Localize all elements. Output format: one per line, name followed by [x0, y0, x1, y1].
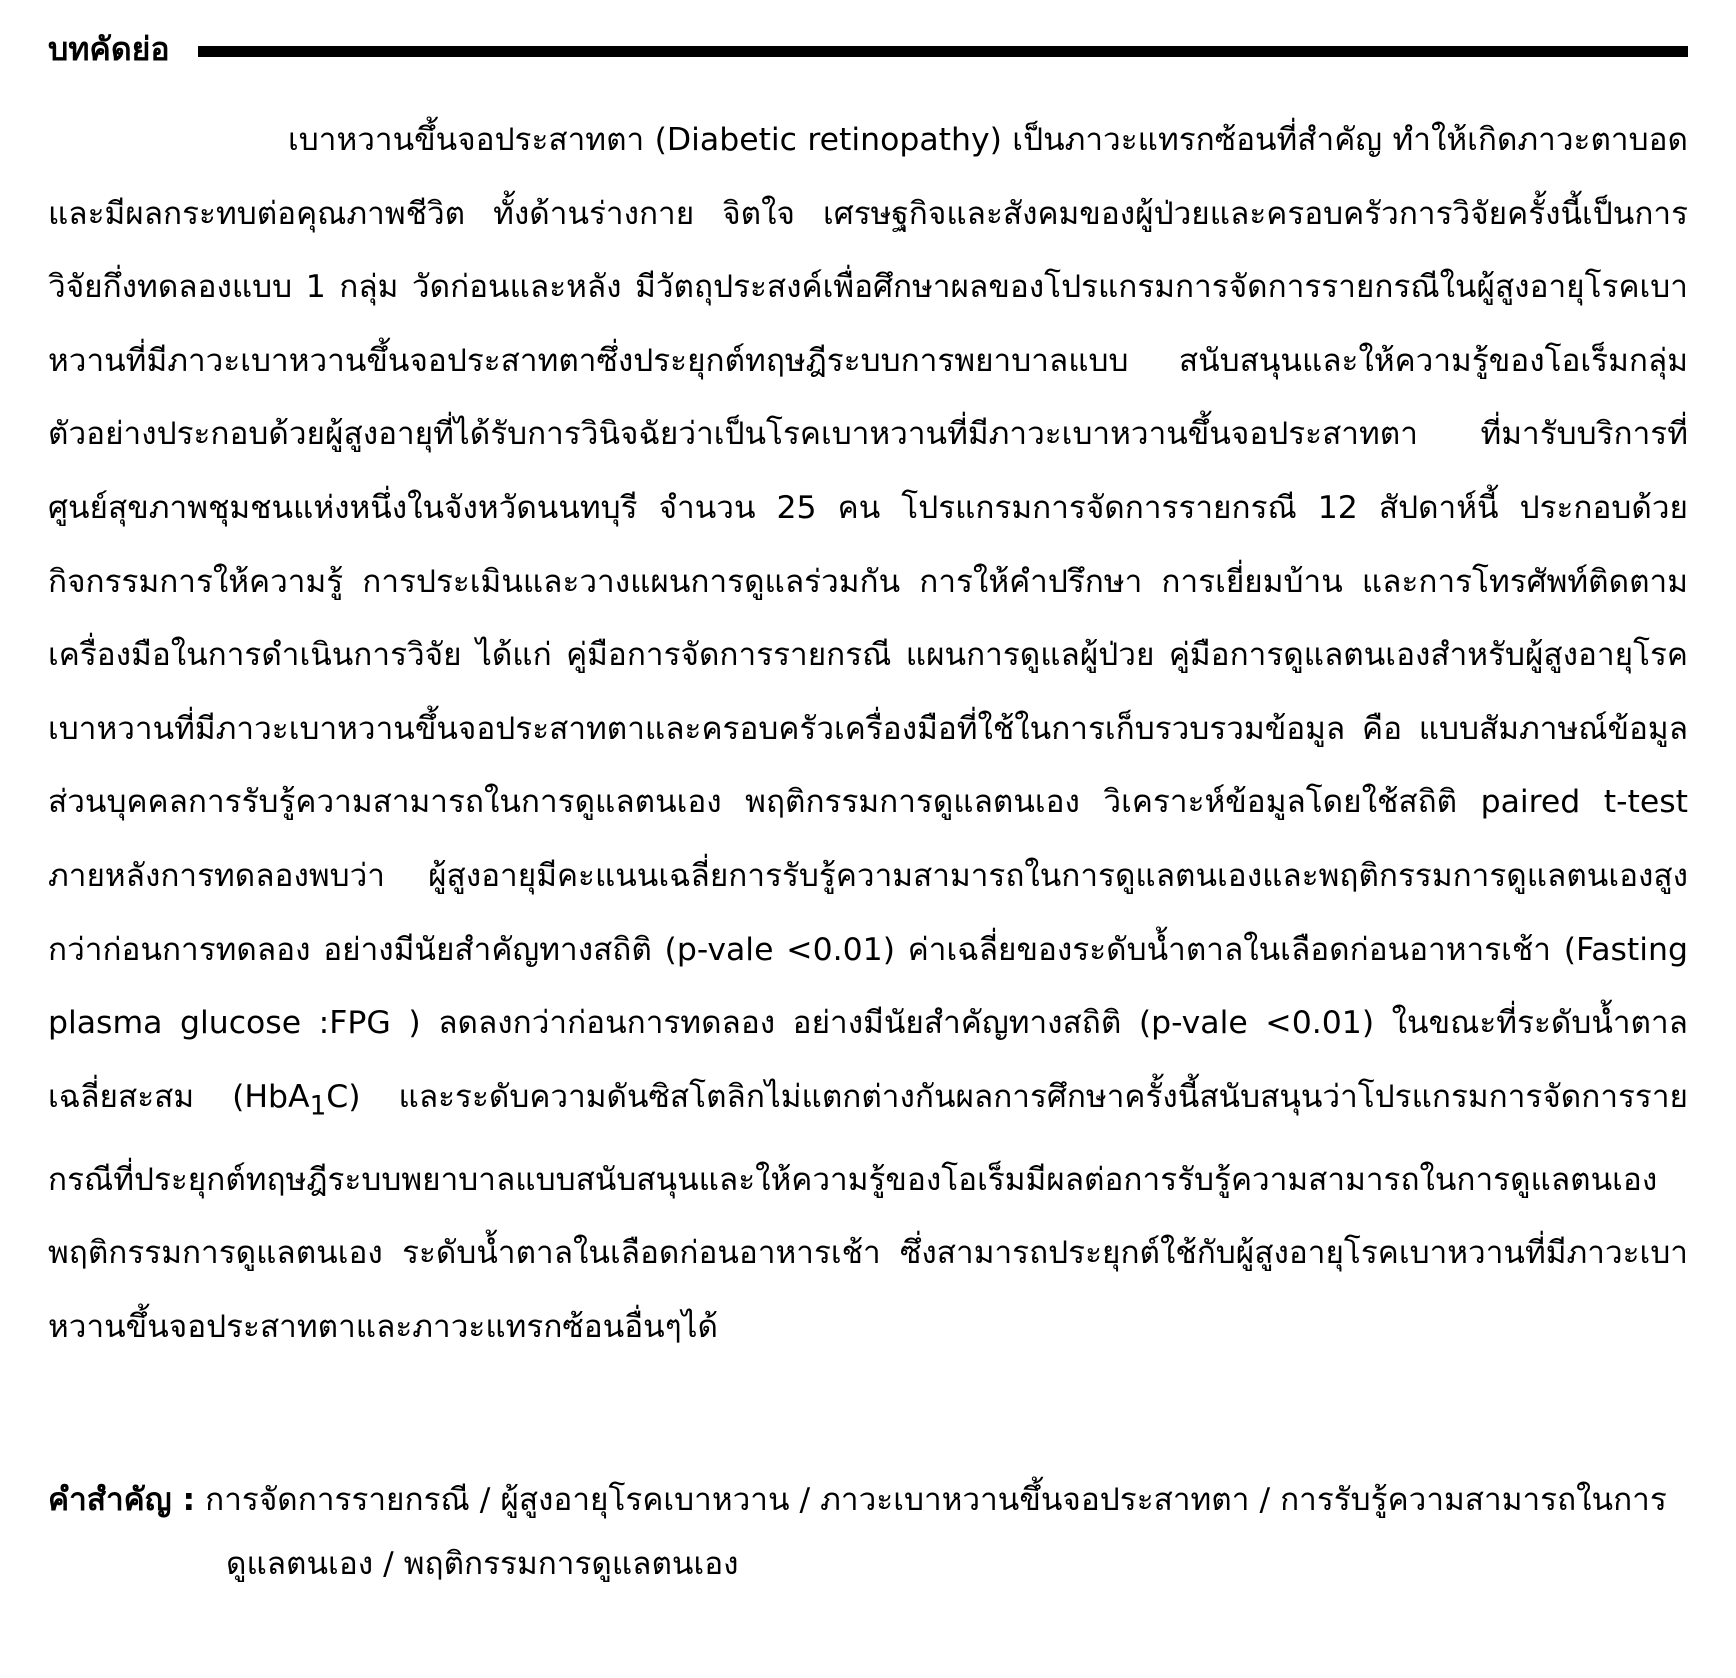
keywords	[48, 1468, 1688, 1596]
abstract-heading: บทคัดย่อ	[48, 29, 170, 68]
abstract-text-part1: เบาหวานขึ้นจอประสาทตา (Diabetic retinopathy) เป็นภาวะแทรกซ้อนที่สำคัญ ทำให้เกิดภาวะตาบอดและมีผลกระทบต่อคุณภาพชีวิต ทั้งด้านร่างกาย จิตใจ เศรษฐกิจและสังคมของผู้ป่วยและครอบครัวการวิจัยครั้งนี้เป็นการวิจัยกึ่งทดลองแบบ 1 กลุ่ม วัดก่อนและหลัง มีวัตถุประสงค์เพื่อศึกษาผลของโปรแกรมการจัดการรายกรณีในผู้สูงอายุโรคเบาหวานที่มีภาวะเบาหวานขึ้นจอประสาทตาซึ่งประยุกต์ทฤษฎีระบบการพยาบาลแบบ สนับสนุนและให้ความรู้ของโอเร็มกลุ่มตัวอย่างประกอบด้วยผู้สูงอายุที่ได้รับการวินิจฉัยว่าเป็นโรคเบาหวานที่มีภาวะเบาหวานขึ้นจอประสาทตา ที่มารับบริการที่ศูนย์สุขภาพชุมชนแห่งหนึ่งในจังหวัดนนทบุรี จำนวน 25 คน โปรแกรมการจัดการรายกรณี 12 สัปดาห์นี้ ประกอบด้วย กิจกรรมการให้ความรู้ การประเมินและวางแผนการดูแลร่วมกัน การให้คำปรึกษา การเยี่ยมบ้าน และการโทรศัพท์ติดตาม เครื่องมือในการดำเนินการวิจัย ได้แก่ คู่มือการจัดการรายกรณี แผนการดูแลผู้ป่วย คู่มือการดูแลตนเองสำหรับผู้สูงอายุโรคเบาหวานที่มีภาวะเบาหวานขึ้นจอประสาทตาและครอบครัวเครื่องมือที่ใช้ในการเก็บรวบรวมข้อมูล คือ แบบสัมภาษณ์ข้อมูลส่วนบุคคลการรับรู้ความสามารถในการดูแลตนเอง พฤติกรรมการดูแลตนเอง วิเคราะห์ข้อมูลโดยใช้สถิติ paired t-test ภายหลังการทดลองพบว่า ผู้สูงอายุมีคะแนนเฉลี่ยการรับรู้ความสามารถในการดูแลตนเองและพฤติกรรมการดูแลตนเองสูงกว่าก่อนการทดลอง อย่างมีนัยสำคัญทางสถิติ (p-vale <0.01) ค่าเฉลี่ยของระดับน้ำตาลในเลือดก่อนอาหารเช้า (Fasting plasma glucose :FPG ) ลดลงกว่าก่อนการทดลอง อย่างมีนัยสำคัญทางสถิติ (p-vale <0.01) ในขณะที่ระดับน้ำตาลเฉลี่ยสะสม (HbA	[48, 122, 1688, 1115]
abstract-body	[48, 104, 1688, 1364]
hba1c-subscript: 1	[309, 1091, 327, 1122]
heading-rule	[198, 46, 1688, 57]
abstract-text-part2: C) และระดับความดันซิสโตลิกไม่แตกต่างกันผลการศึกษาครั้งนี้สนับสนุนว่าโปรแกรมการจัดการรายกรณีที่ประยุกต์ทฤษฎีระบบพยาบาลแบบสนับสนุนและให้ความรู้ของโอเร็มมีผลต่อการรับรู้ความสามารถในการดูแลตนเอง พฤติกรรมการดูแลตนเอง ระดับน้ำตาลในเลือดก่อนอาหารเช้า ซึ่งสามารถประยุกต์ใช้กับผู้สูงอายุโรคเบาหวานที่มีภาวะเบาหวานขึ้นจอประสาทตาและภาวะแทรกซ้อนอื่นๆได้	[48, 1078, 1688, 1345]
keywords-text: การจัดการรายกรณี / ผู้สูงอายุโรคเบาหวาน / ภาวะเบาหวานขึ้นจอประสาทตา / การรับรู้ความสามารถในการดูแลตนเอง / พฤติกรรมการดูแลตนเอง	[205, 1482, 1667, 1583]
keywords-label: คำสำคัญ :	[48, 1482, 196, 1519]
heading-row	[48, 12, 1688, 86]
abstract-page	[48, 12, 1688, 1596]
